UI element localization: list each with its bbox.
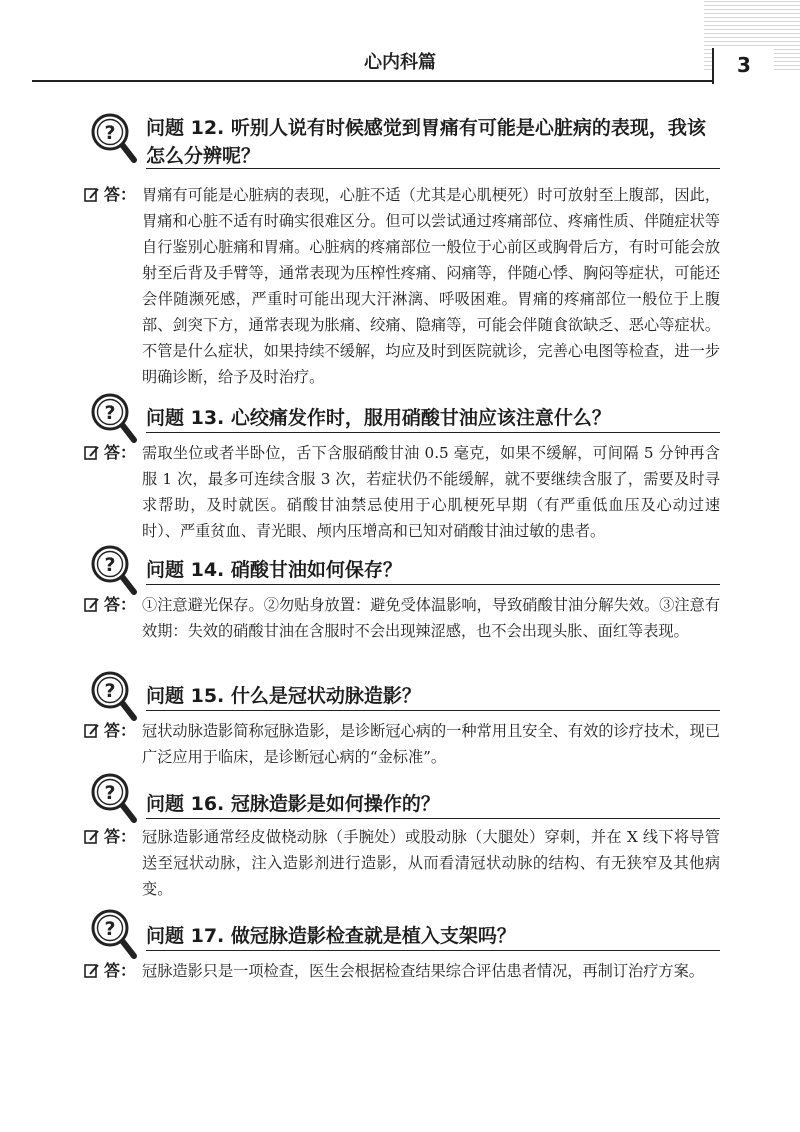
answer-label: 答： <box>80 440 142 466</box>
magnifier-question-icon <box>90 906 142 962</box>
question-rule <box>146 710 720 711</box>
edit-note-icon <box>84 187 100 203</box>
answer-label: 答： <box>80 718 142 744</box>
question-title: 问题 13. 心绞痛发作时，服用硝酸甘油应该注意什么？ <box>146 407 611 429</box>
magnifier-question-icon <box>90 770 142 826</box>
svg-text:?: ? <box>104 680 116 702</box>
page-number: 3 <box>712 48 774 84</box>
qa-section-12 <box>80 110 720 385</box>
edit-note-icon <box>84 445 100 461</box>
answer-label: 答： <box>80 592 142 618</box>
question-rule <box>146 584 720 585</box>
magnifier-question-icon <box>90 110 142 166</box>
svg-text:?: ? <box>104 782 116 804</box>
question-title: 问题 15. 什么是冠状动脉造影？ <box>146 685 421 707</box>
edit-note-icon <box>84 963 100 979</box>
magnifier-question-icon <box>90 668 142 724</box>
qa-section-16 <box>80 770 720 900</box>
answer-text: ①注意避光保存。②勿贴身放置：避免受体温影响，导致硝酸甘油分解失效。③注意有效期：失效的硝酸甘油在含服时不会出现辣涩感，也不会出现头胀、面红等表现。 <box>142 596 720 640</box>
qa-section-17 <box>80 906 720 1016</box>
edit-note-icon <box>84 723 100 739</box>
question-rule <box>146 432 720 433</box>
answer-text: 冠脉造影通常经皮做桡动脉（手腕处）或股动脉（大腿处）穿刺，并在 X 线下将导管送至冠状动脉，注入造影剂进行造影，从而看清冠状动脉的结构、有无狭窄及其他病变。 <box>142 828 720 898</box>
svg-text:?: ? <box>104 554 116 576</box>
question-rule <box>146 818 720 819</box>
answer-text: 冠脉造影只是一项检查，医生会根据检查结果综合评估患者情况，再制订治疗方案。 <box>142 962 704 980</box>
answer-text: 胃痛有可能是心脏病的表现，心脏不适（尤其是心肌梗死）时可放射至上腹部，因此，胃痛和心脏不适有时确实很难区分。但可以尝试通过疼痛部位、疼痛性质、伴随症状等自行鉴别心脏痛和胃痛。心脏病的疼痛部位一般位于心前区或胸骨后方，有时可能会放射至后背及手臂等，通常表现为压榨性疼痛、闷痛等，伴随心悸、胸闷等症状，可能还会伴随濒死感，严重时可能出现大汗淋漓、呼吸困难。胃痛的疼痛部位一般位于上腹部、剑突下方，通常表现为胀痛、绞痛、隐痛等，可能会伴随食欲缺乏、恶心等症状。不管是什么症状，如果持续不缓解，均应及时到医院就诊，完善心电图等检查，进一步明确诊断，给予及时治疗。 <box>142 186 720 386</box>
qa-section-14 <box>80 542 720 667</box>
answer-label: 答： <box>80 958 142 984</box>
magnifier-question-icon <box>90 542 142 598</box>
answer-text: 需取坐位或者半卧位，舌下含服硝酸甘油 0.5 毫克，如果不缓解，可间隔 5 分钟再含服 1 次，最多可连续含服 3 次，若症状仍不能缓解，就不要继续含服了，需要及时寻求帮助，及时就医。硝酸甘油禁忌使用于心肌梗死早期（有严重低血压及心动过速时）、严重贫血、青光眼、颅内压增高和已知对硝酸甘油过敏的患者。 <box>142 444 720 540</box>
svg-text:?: ? <box>104 402 116 424</box>
qa-section-15 <box>80 668 720 768</box>
edit-note-icon <box>84 829 100 845</box>
chapter-title: 心内科篇 <box>364 52 436 73</box>
question-rule <box>146 168 720 169</box>
magnifier-question-icon <box>90 390 142 446</box>
question-title: 问题 12. 听别人说有时候感觉到胃痛有可能是心脏病的表现，我该怎么分辨呢？ <box>146 117 706 167</box>
answer-text: 冠状动脉造影简称冠脉造影，是诊断冠心病的一种常用且安全、有效的诊疗技术，现已广泛应用于临床，是诊断冠心病的“金标准”。 <box>142 722 720 766</box>
question-title: 问题 16. 冠脉造影是如何操作的？ <box>146 793 440 815</box>
svg-text:?: ? <box>104 918 116 940</box>
header-rule <box>32 80 712 82</box>
edit-note-icon <box>84 597 100 613</box>
answer-label: 答： <box>80 824 142 850</box>
answer-label: 答： <box>80 182 142 208</box>
qa-section-13 <box>80 390 720 540</box>
question-rule <box>146 950 720 951</box>
question-title: 问题 14. 硝酸甘油如何保存？ <box>146 559 402 581</box>
question-title: 问题 17. 做冠脉造影检查就是植入支架吗？ <box>146 925 516 947</box>
svg-text:?: ? <box>104 122 116 144</box>
